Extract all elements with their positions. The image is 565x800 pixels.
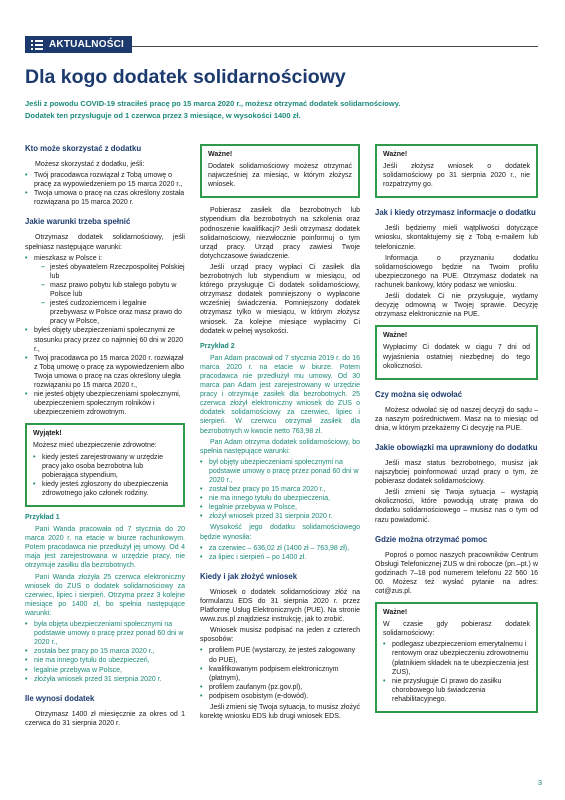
box-text: Wypłacimy Ci dodatek w ciągu 7 dni od wyjaśnienia ostatniej niezbędnej do tego okoliczności. xyxy=(383,344,530,370)
list-item: • nie ma innego tytułu do ubezpieczenia, xyxy=(200,494,360,503)
list-item: • za lipiec i sierpień – po 1400 zł. xyxy=(200,553,360,562)
box-text: W czasie gdy pobierasz dodatek solidarnościowy: xyxy=(383,621,530,638)
paragraph: Pani Wanda złożyła 25 czerwca elektroniczny wniosek do ZUS o dodatek solidarnościowy za czerwiec, lipiec i sierpień. Otrzyma przez 3 kolejne miesiące po 1400 zł, bo spełnia następujące warunki: xyxy=(25,573,185,617)
paragraph: Wniosek musisz podpisać na jeden z czterech sposobów: xyxy=(200,627,360,644)
list-item: • Twoj pracodawca po 15 marca 2020 r. rozwiązał z Tobą umowę o pracę za wypowiedzeniem albo Twoja umowa o pracę na czas określony uległa rozwiązaniu po 15 marca 2020 r., xyxy=(25,354,185,390)
lead-line-2: Dodatek ten przysługuje od 1 czerwca przez 3 miesiące, w wysokości 1400 zł. xyxy=(25,111,301,120)
list-item: • legalnie przebywa w Polsce, xyxy=(200,503,360,512)
bullet-list xyxy=(200,544,360,562)
list-item-text: mieszkasz w Polsce i: xyxy=(34,254,103,262)
lead-line-1: Jeśli z powodu COVID-19 straciłeś pracę po 15 marca 2020 r., możesz otrzymać dodatek solidarnościowy. xyxy=(25,99,401,108)
paragraph: Pan Adam otrzyma dodatek solidarnościowy, bo spełnia następujące warunki: xyxy=(200,438,360,455)
list-item: • Twój pracodawca rozwiązał z Tobą umowę o pracę za wypowiedzeniem po 15 marca 2020 r., xyxy=(25,171,185,189)
list-item: • była objęta ubezpieczeniami społecznymi na podstawie umowy o pracę przez ponad 60 dni w 2020 r., xyxy=(25,620,185,647)
bullet-list xyxy=(200,458,360,522)
bullet-list xyxy=(383,640,530,704)
section-badge xyxy=(25,36,132,53)
paragraph: Informacja o przyznaniu dodatku solidarnościowego będzie na Twoim profilu ubezpieczonego na PUE. Otrzymasz dodatek na rachunek bankowy, który podasz we wniosku. xyxy=(375,254,538,289)
bullet-list xyxy=(25,254,185,418)
list-item: • podpisem osobistym (e-dowód). xyxy=(200,692,360,701)
column-1 xyxy=(25,138,185,730)
paragraph: Jeśli urząd pracy wypłaci Ci zasiłek dla bezrobotnych lub stypendium w miesiącu, od którego przysługuje Ci dodatek solidarnościowy, otrzymasz dodatek pomniejszony o wypłacone wcześniej świadczenia. Pomniejszony dodatek otrzymasz tylko w miesiącu, w którym złożysz wniosek. Za kolejne miesiące wypłacimy Ci dodatek w pełnej wysokości. xyxy=(200,263,360,335)
column-3 xyxy=(375,138,538,719)
list-item: • był objęty ubezpieczeniami społecznymi na podstawie umowy o pracę przez ponad 60 dni w 2020 r., xyxy=(200,458,360,485)
section-label: AKTUALNOŚCI xyxy=(49,39,124,50)
exception-box xyxy=(25,423,185,507)
bullet-list xyxy=(25,171,185,207)
paragraph: Otrzymasz 1400 zł miesięcznie za okres od 1 czerwca do 31 sierpnia 2020 r. xyxy=(25,710,185,727)
bullet-list xyxy=(25,620,185,684)
paragraph: Jeśli dodatek Ci nie przysługuje, wydamy decyzję odmowną w Twojej sprawie. Decyzję otrzymasz elektronicznie na PUE. xyxy=(375,293,538,319)
list-item: • legalnie przebywa w Polsce, xyxy=(25,666,185,675)
heading-information: Jak i kiedy otrzymasz informacje o dodatku xyxy=(375,208,536,218)
list-item: • byłeś objęty ubezpieczeniami społecznymi ze stosunku pracy przez co najmniej 60 dni w 2020 r., xyxy=(25,326,185,353)
dash-item: – masz prawo pobytu lub stałego pobytu w Polsce lub xyxy=(34,281,185,299)
paragraph: Jeśli zmieni się Twoja sytuacja – wystąpią okoliczności, które powodują utratę prawa do dodatku solidarnościowego – musisz nas o tym od razu powiadomić. xyxy=(375,489,538,524)
list-item: • kiedy jesteś zarejestrowany w urzędzie pracy jako osoba bezrobotna lub pobierająca stypendium, xyxy=(33,453,177,480)
list-item: • podlegasz ubezpieczeniom emerytalnemu i rentowym oraz ubezpieczeniu zdrowotnemu (płatnikiem składek na te ubezpieczenia jest ZUS), xyxy=(383,640,530,676)
bullet-list xyxy=(33,453,177,498)
list-item: • została bez pracy po 15 marca 2020 r., xyxy=(25,647,185,656)
page-title: Dla kogo dodatek solidarnościowy xyxy=(25,66,346,88)
important-box xyxy=(375,602,538,713)
important-box xyxy=(375,144,538,198)
box-text: Możesz mieć ubezpieczenie zdrowotne: xyxy=(33,442,157,450)
box-text: Jeśli złożysz wniosek o dodatek solidarnościowy po 31 sierpnia 2020 r., nie rozpatrzymy go. xyxy=(383,163,530,189)
heading-who: Kto może skorzystać z dodatku xyxy=(25,144,142,153)
paragraph: Wniosek o dodatek solidarnościowy złóż na formularzu EDS do 31 sierpnia 2020 r. przez Platformę Usług Elektronicznych (PUE). Na stronie www.zus.pl znajdziesz instrukcję, jak to zrobić. xyxy=(200,588,360,624)
paragraph: Możesz odwołać się od naszej decyzji do sądu – za naszym pośrednictwem. Masz na to miesiąc od dnia, w którym przekażemy Ci decyzję na PUE. xyxy=(375,406,538,432)
paragraph: Pan Adam pracował od 7 stycznia 2019 r. do 16 marca 2020 r. na etacie w biurze. Potem pracodawca nie przedłużył mu umowy. Od 30 marca pan Adam jest zarejestrowany w urzędzie pracy i otrzymuje zasiłek dla bezrobotnych. 25 czerwca złożył elektroniczny wniosek do ZUS o dodatek solidarnościowy za czerwiec, lipiec i sierpień. W czerwcu otrzymał zasiłek dla bezrobotnych w kwocie netto 763,98 zł. xyxy=(200,354,360,435)
list-item: • Twoja umowa o pracę na czas określony została rozwiązana po 15 marca 2020 r. xyxy=(25,189,185,207)
example-title: Przykład 2 xyxy=(200,342,235,350)
paragraph: Pobierasz zasiłek dla bezrobotnych lub stypendium dla bezrobotnych na szkolenia oraz podnoszenie kwalifikacji? Jeśli otrzymasz dodatek solidarnościowy, niezwłocznie poinformuj o tym urząd pracy. Urząd pracy zawiesi Twoje dotychczasowe świadczenie. xyxy=(200,207,360,260)
list-item: • profilem PUE (wystarczy, że jesteś zalogowany do PUE), xyxy=(200,646,360,664)
list-item: • nie ma innego tytułu do ubezpieczeń, xyxy=(25,656,185,665)
box-title: Wyjątek! xyxy=(33,430,62,438)
heading-obligations: Jakie obowiązki ma uprawniony do dodatku xyxy=(375,442,538,452)
heading-how-to-apply: Kiedy i jak złożyć wniosek xyxy=(200,571,298,581)
heading-conditions: Jakie warunki trzeba spełnić xyxy=(25,217,131,227)
example-title: Przykład 1 xyxy=(25,514,60,521)
dash-item: – jesteś cudzoziemcem i legalnie przebywasz w Polsce oraz masz prawo do pracy w Polsce, xyxy=(34,299,185,326)
dash-item: – jesteś obywatelem Rzeczpospolitej Polskiej lub xyxy=(34,263,185,281)
box-title: Ważne! xyxy=(383,609,408,617)
paragraph: Wysokość jego dodatku solidarnościowego będzie wynosiła: xyxy=(200,524,360,541)
list-item: • profilem zaufanym (pz.gov.pl), xyxy=(200,683,360,692)
box-title: Ważne! xyxy=(383,151,408,158)
page-number: 3 xyxy=(537,778,542,787)
heading-appeal: Czy można się odwołać xyxy=(375,389,463,399)
paragraph: Jeśli masz status bezrobotnego, musisz jak najszybciej poinformować urząd pracy o tym, że pobierasz dodatek solidarnościowy. xyxy=(375,459,538,486)
paragraph: Pani Wanda pracowała od 7 stycznia do 20 marca 2020 r. na etacie w biurze rachunkowym. Potem pracodawca nie przedłużył jej umowy. Od 4 maja jest zarejestrowana w urzędzie pracy, nie otrzymuje zasiłku dla bezrobotnych. xyxy=(25,526,185,570)
list-item: • za czerwiec – 636,02 zł (1400 zł – 763,98 zł), xyxy=(200,544,360,553)
heading-amount: Ile wynosi dodatek xyxy=(25,693,95,703)
list-item xyxy=(25,254,185,327)
list-item: • nie jesteś objęty ubezpieczeniami społecznymi, ubezpieczeniem społecznym rolników i ubezpieczeniem zdrowotnym. xyxy=(25,390,185,417)
list-icon xyxy=(31,40,43,50)
important-box xyxy=(375,325,538,379)
box-title: Ważne! xyxy=(208,151,233,158)
paragraph: Otrzymasz dodatek solidarnościowy, jeśli spełniasz następujące warunki: xyxy=(25,234,185,251)
dash-list xyxy=(34,263,185,327)
bullet-list xyxy=(200,646,360,701)
list-item: • kiedy jesteś zgłoszony do ubezpieczenia zdrowotnego jako członek rodziny. xyxy=(33,480,177,498)
lead xyxy=(25,98,540,122)
important-box xyxy=(200,144,360,198)
example-1 xyxy=(25,513,185,684)
list-item: • nie przysługuje Ci prawo do zasiłku chorobowego lub świadczenia rehabilitacyjnego. xyxy=(383,677,530,704)
example-2 xyxy=(200,342,360,562)
list-item: • złożył wniosek przed 31 sierpnia 2020 r. xyxy=(200,512,360,521)
box-text: Dodatek solidarnościowy możesz otrzymać najwcześniej za miesiąc, w którym złożysz wniosek. xyxy=(208,163,352,189)
paragraph: Możesz skorzystać z dodatku, jeśli: xyxy=(35,161,145,168)
paragraph: Jeśli zmieni się Twoja sytuacja, to musisz złożyć korektę wniosku EDS lub drugi wniosek EDS. xyxy=(200,703,360,721)
paragraph: Poproś o pomoc naszych pracowników Centrum Obsługi Telefonicznej ZUS w dni robocze (pn.–pt.) w godzinach 7–18 pod numerem telefonu 22 560 16 00. Możesz też wysłać pytanie na adres: cot@zus.pl. xyxy=(375,551,538,595)
list-item: • złożyła wniosek przed 31 sierpnia 2020 r. xyxy=(25,675,185,684)
list-item: • został bez pracy po 15 marca 2020 r., xyxy=(200,485,360,494)
column-2 xyxy=(200,138,360,723)
paragraph: Jeśli będziemy mieli wątpliwości dotyczące wniosku, skontaktujemy się z Tobą e-mailem lub telefonicznie. xyxy=(375,225,538,251)
list-item: • kwalifikowanym podpisem elektronicznym (płatnym), xyxy=(200,665,360,683)
box-title: Ważne! xyxy=(383,332,408,340)
heading-help: Gdzie można otrzymać pomoc xyxy=(375,534,488,544)
